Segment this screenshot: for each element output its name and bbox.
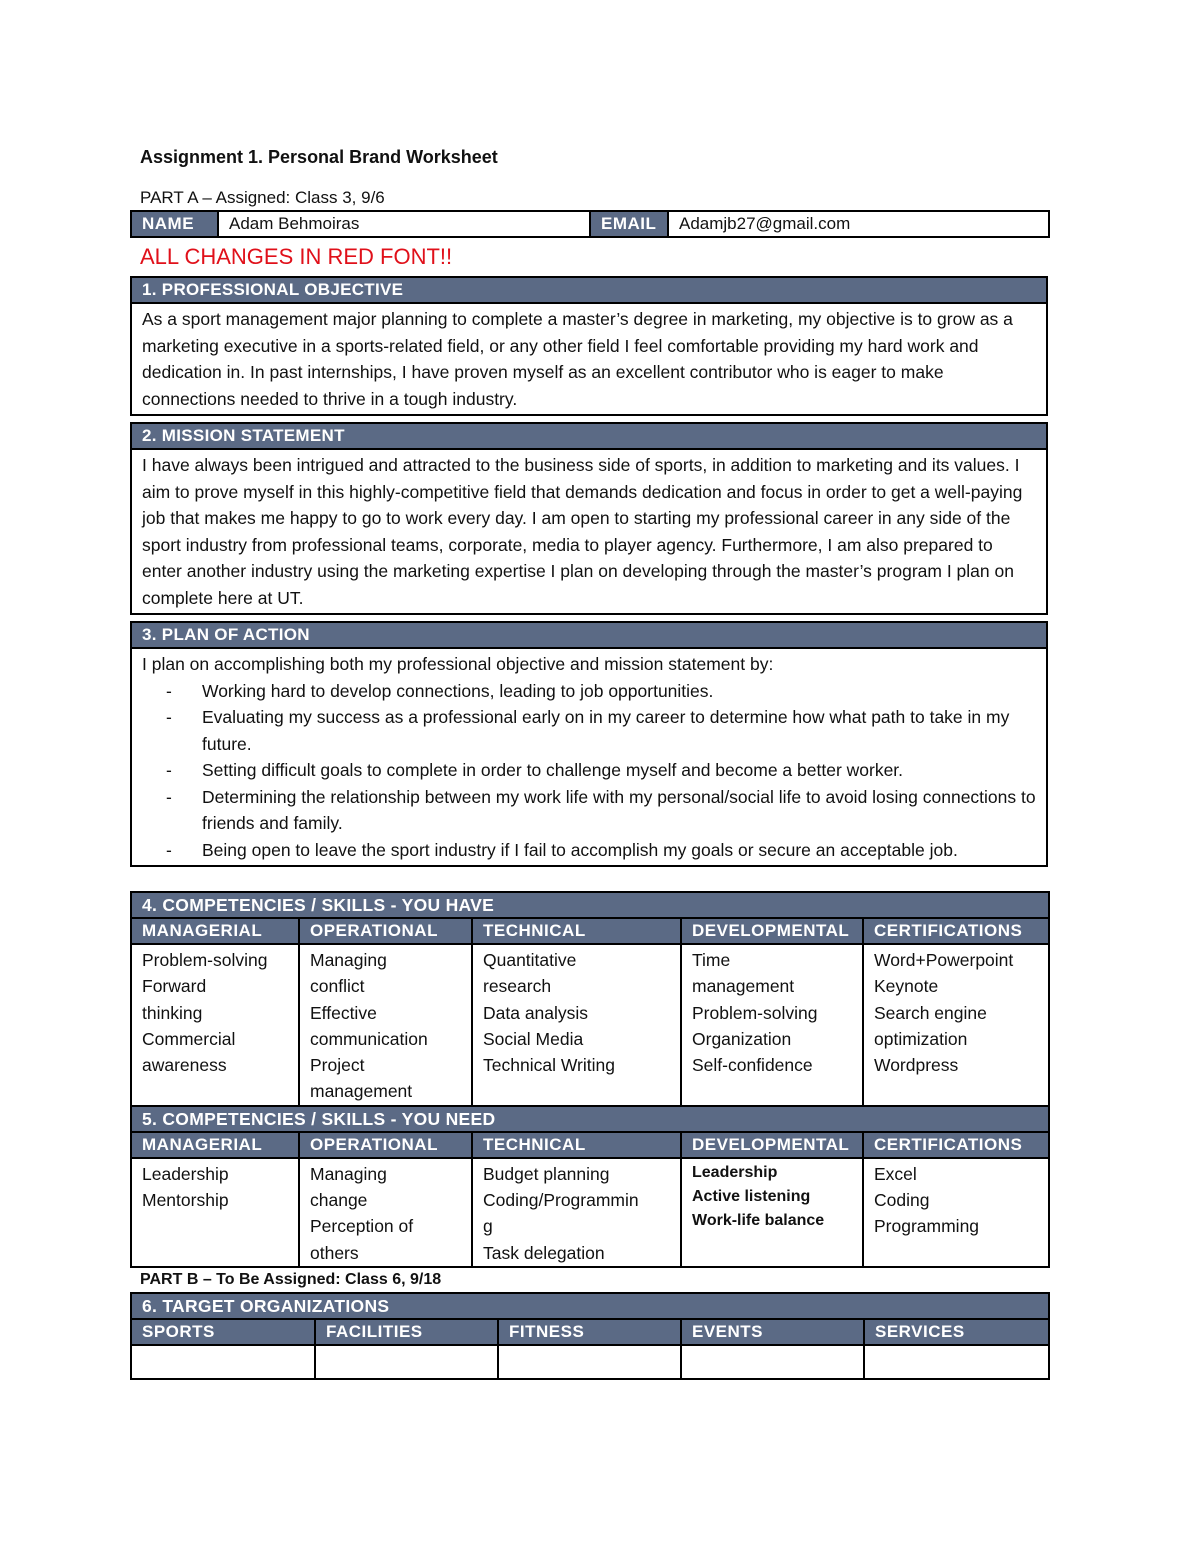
column-header: MANAGERIAL [131,1132,299,1158]
skill-line: awareness [142,1055,227,1076]
column-header: DEVELOPMENTAL [681,1132,863,1158]
plan-item: - Being open to leave the sport industry if I fail to accomplish my goals or secure an acceptable job. [202,837,1036,864]
objective-text: As a sport management major planning to complete a master’s degree in marketing, my objective is to grow as a marketing executive in a sports-related field, or any other field I feel comfortable providing my hard work and dedication in. In past internships, I have proven myself as an excellent contributor who is eager to make connections needed to thrive in a tough industry. [131,303,1047,415]
skill-line: research [483,976,552,997]
plan-list [142,678,1036,864]
column-header: OPERATIONAL [299,918,472,944]
skill-line: Keynote [874,976,939,997]
column-header: SERVICES [864,1319,1049,1345]
column-header: DEVELOPMENTAL [681,918,863,944]
skill-line: Leadership [692,1163,778,1181]
email-label: EMAIL [590,211,668,237]
skill-cell [681,944,863,1106]
mission-title: 2. MISSION STATEMENT [131,423,1047,449]
skill-line: Managing [310,1163,387,1184]
objective-title: 1. PROFESSIONAL OBJECTIVE [131,277,1047,303]
column-header: SPORTS [131,1319,315,1345]
red-font-note: ALL CHANGES IN RED FONT!! [140,244,453,269]
column-header: CERTIFICATIONS [863,918,1049,944]
skill-line: Problem-solving [692,1002,818,1023]
skills-have-title: 4. COMPETENCIES / SKILLS - YOU HAVE [131,892,1049,918]
skill-cell [299,944,472,1106]
skill-line: Problem-solving [142,950,268,970]
skill-line: Project [310,1055,365,1076]
plan-body [131,648,1047,866]
skill-cell [681,1158,863,1267]
skill-line: Managing [310,950,387,970]
skill-line: Wordpress [874,1055,959,1076]
skill-line: Programming [874,1216,980,1237]
target-cell [681,1345,864,1379]
plan-item: - Setting difficult goals to complete in order to challenge myself and become a better worker. [202,757,1036,784]
skill-line: Quantitative [483,950,577,970]
skill-line: Time [692,950,731,970]
skill-line: Commercial [142,1028,236,1049]
skill-line: change [310,1190,368,1211]
document-title: Assignment 1. Personal Brand Worksheet [140,147,498,167]
skill-line: Word+Powerpoint [874,950,1014,970]
skill-line: g [483,1216,493,1237]
column-header: OPERATIONAL [299,1132,472,1158]
skill-line: Work-life balance [692,1211,825,1229]
skill-line: Forward [142,976,207,997]
skill-line: thinking [142,1002,203,1023]
skill-cell [131,1158,299,1267]
name-label: NAME [131,211,218,237]
target-cell [315,1345,498,1379]
skill-cell [863,944,1049,1106]
plan-item: - Evaluating my success as a professional early on in my career to determine how what path to take in my future. [202,704,1036,757]
skill-line: conflict [310,976,365,997]
column-header: EVENTS [681,1319,864,1345]
skill-line: optimization [874,1028,968,1049]
professional-objective-section [130,276,1048,416]
targets-title: 6. TARGET ORGANIZATIONS [131,1293,1049,1319]
column-header: TECHNICAL [472,1132,681,1158]
skill-cell [299,1158,472,1267]
skill-line: communication [310,1028,428,1049]
skill-line: Mentorship [142,1190,229,1211]
skill-cell [472,1158,681,1267]
skill-cell [472,944,681,1106]
skill-line: Organization [692,1028,792,1049]
plan-item: - Working hard to develop connections, leading to job opportunities. [202,678,1036,705]
part-b-heading: PART B – To Be Assigned: Class 6, 9/18 [140,1270,442,1288]
target-cell [864,1345,1049,1379]
email-value: Adamjb27@gmail.com [668,211,1049,237]
skill-line: Technical Writing [483,1055,615,1076]
skill-cell [863,1158,1049,1267]
worksheet-page [130,140,1048,1380]
skill-line: Self-confidence [692,1055,813,1076]
skill-line: Coding/Programmin [483,1190,639,1211]
skill-line: Excel [874,1163,917,1184]
skill-line: Task delegation [483,1242,605,1263]
skill-line: Data analysis [483,1002,589,1023]
skill-line: Leadership [142,1163,229,1184]
target-organizations-table [130,1292,1050,1380]
skill-line: Budget planning [483,1163,610,1184]
column-header: MANAGERIAL [131,918,299,944]
skill-cell [131,944,299,1106]
mission-text: I have always been intrigued and attracted to the business side of sports, in addition to marketing and its values. I aim to prove myself in this highly-competitive field that demands dedication and focus in order to get a well-paying job that makes me happy to go to work every day. I am open to starting my professional career in any side of the sport industry from professional teams, corporate, media to player agency. Furthermore, I am also prepared to enter another industry using the marketing expertise I plan on developing through the master’s program I plan on complete here at UT. [131,449,1047,614]
skills-have-table [130,891,1050,1268]
skill-line: Search engine [874,1002,987,1023]
skill-line: management [310,1081,413,1102]
target-cell [498,1345,681,1379]
plan-intro: I plan on accomplishing both my professional objective and mission statement by: [142,654,774,674]
skill-line: Effective [310,1002,377,1023]
skill-line: Coding [874,1190,930,1211]
name-value: Adam Behmoiras [218,211,590,237]
skill-line: Active listening [692,1187,811,1205]
name-email-table [130,210,1050,238]
skills-need-title: 5. COMPETENCIES / SKILLS - YOU NEED [131,1106,1049,1132]
column-header: FITNESS [498,1319,681,1345]
skill-line: Social Media [483,1028,584,1049]
skill-line: others [310,1242,359,1263]
mission-statement-section [130,422,1048,615]
column-header: FACILITIES [315,1319,498,1345]
target-cell [131,1345,315,1379]
skill-line: management [692,976,795,997]
part-a-heading: PART A – Assigned: Class 3, 9/6 [140,188,385,207]
plan-of-action-section [130,621,1048,867]
column-header: CERTIFICATIONS [863,1132,1049,1158]
skill-line: Perception of [310,1216,414,1237]
column-header: TECHNICAL [472,918,681,944]
plan-item: - Determining the relationship between my work life with my personal/social life to avoid losing connections to friends and family. [202,784,1036,837]
plan-title: 3. PLAN OF ACTION [131,622,1047,648]
